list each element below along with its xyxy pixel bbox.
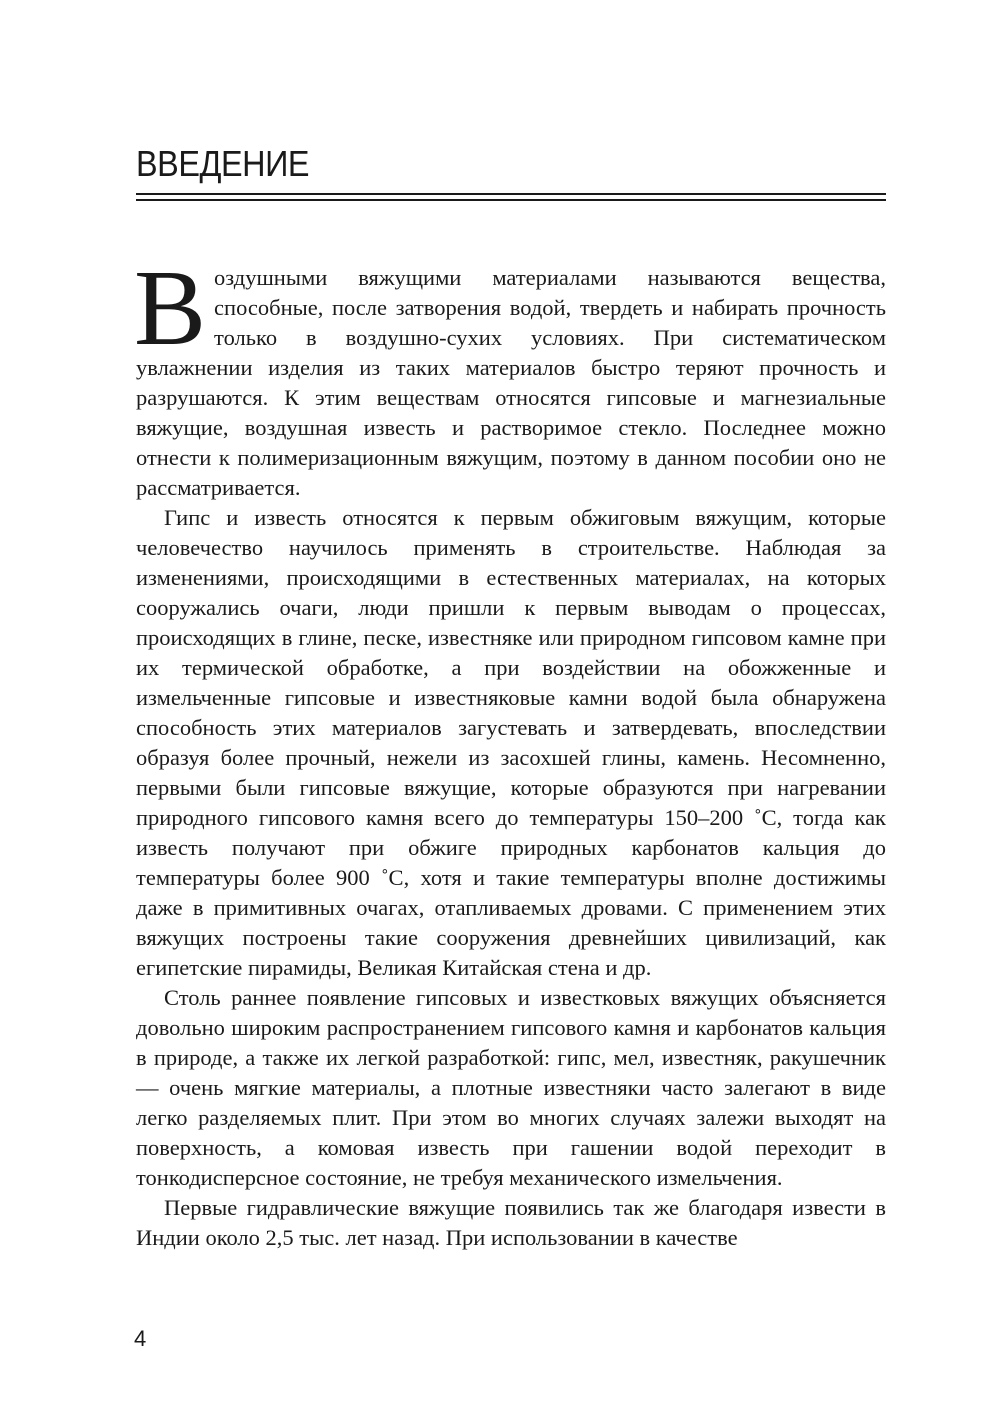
paragraph-3: Столь раннее появление гипсовых и известковых вяжущих объясняется довольно широким распространением гипсового камня и карбонатов кальция в природе, а также их легкой разработкой: гипс, мел, известняк, ракушечник — очень мягкие материалы, а плотные известняки часто залегают в виде легко разделяемых плит. При этом во многих случаях залежи выходят на поверхность, а комовая известь при гашении водой переходит в тонкодисперсное состояние, не требуя механического измельчения. bbox=[136, 985, 886, 1190]
page-number: 4 bbox=[134, 1326, 147, 1351]
paragraph-1 bbox=[134, 249, 886, 503]
paragraph-2: Гипс и известь относятся к первым обжиговым вяжущим, которые человечество научилось применять в строительстве. Наблюдая за изменениями, происходящими в естественных материалах, на которых сооружались очаги, люди пришли к первым выводам о процессах, происходящих в глине, песке, известняке или природном гипсовом камне при их термической обработке, а при воздействии на обожженные и измельченные гипсовые и известняковые камни водой была обнаружена способность этих материалов загустевать и затвердевать, впоследствии образуя более прочный, нежели из засохшей глины, камень. Несомненно, первыми были гипсовые вяжущие, которые образуются при нагревании природного гипсового камня всего до температуры 150–200 ˚С, тогда как известь получают при обжиге природных карбонатов кальция до температуры более 900 ˚С, хотя и такие температуры вполне достижимы даже в примитивных очагах, отапливаемых дровами. С применением этих вяжущих построены такие сооружения древнейших цивилизаций, как египетские пирамиды, Великая Китайская стена и др. bbox=[136, 505, 886, 980]
title-rule-bottom bbox=[136, 199, 886, 201]
paragraph-1-text: оздушными вяжущими материалами называются вещества, способные, после затворения водой, твердеть и набирать прочность только в воздушно-сухих условиях. При систематическом увлажнении изделия из таких материалов быстро теряют прочность и разрушаются. К этим веществам относятся гипсовые и магнезиальные вяжущие, воздушная известь и растворимое стекло. Последнее можно отнести к полимеризационным вяжущим, поэтому в данном пособии оно не рассматривается. bbox=[136, 265, 886, 500]
chapter-title: ВВЕДЕНИЕ bbox=[136, 143, 310, 184]
title-rule-top bbox=[136, 193, 886, 195]
paragraph-4: Первые гидравлические вяжущие появились так же благодаря извести в Индии около 2,5 тыс. лет назад. При использовании в качестве bbox=[136, 1195, 886, 1250]
drop-cap: В bbox=[134, 249, 207, 368]
body-text bbox=[134, 249, 886, 1253]
